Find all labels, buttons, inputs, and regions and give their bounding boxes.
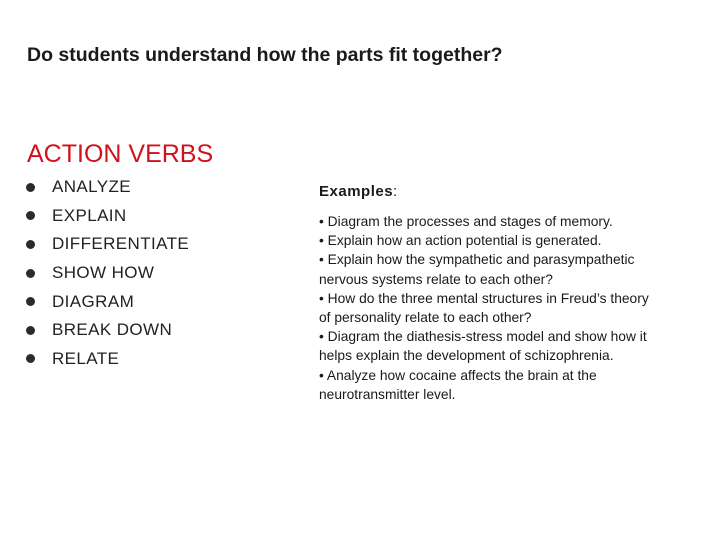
example-item: • Analyze how cocaine affects the brain at the neurotransmitter level. [319,367,597,402]
bullet-icon [26,297,35,306]
action-verb-text: SHOW HOW [52,263,155,283]
action-verb-item [26,202,189,231]
examples-panel [319,182,664,404]
bullet-icon [26,211,35,220]
action-verb-list [26,173,189,373]
action-verb-text: RELATE [52,348,120,368]
example-item: • Diagram the diathesis-stress model and show how it helps explain the development of schizophrenia. [319,329,647,364]
bullet-icon [26,354,35,363]
action-verb-text: EXPLAIN [52,205,127,225]
action-verb-item [26,345,189,374]
action-verb-item [26,230,189,259]
example-item: • Diagram the processes and stages of memory. [319,214,613,229]
example-item: • Explain how the sympathetic and parasympathetic nervous systems relate to each other? [319,252,635,287]
action-verb-item [26,287,189,316]
example-list [319,212,664,404]
bullet-icon [26,326,35,335]
bullet-icon [26,183,35,192]
action-verbs-heading: ACTION VERBS [27,140,214,168]
action-verb-text: ANALYZE [52,177,132,197]
bullet-icon [26,240,35,249]
action-verb-item [26,316,189,345]
examples-label-colon: : [393,183,398,200]
bullet-icon [26,269,35,278]
action-verb-text: BREAK DOWN [52,320,173,340]
slide-title: Do students understand how the parts fit together? [27,44,503,66]
example-item: • How do the three mental structures in Freud’s theory of personality relate to each other? [319,290,649,326]
action-verb-item [26,173,189,202]
action-verb-text: DIFFERENTIATE [52,234,190,254]
examples-label-text: Examples [319,183,394,200]
example-item: • Explain how an action potential is generated. [319,233,602,249]
action-verb-item [26,259,189,288]
examples-label [319,182,664,202]
action-verb-text: DIAGRAM [52,291,135,311]
